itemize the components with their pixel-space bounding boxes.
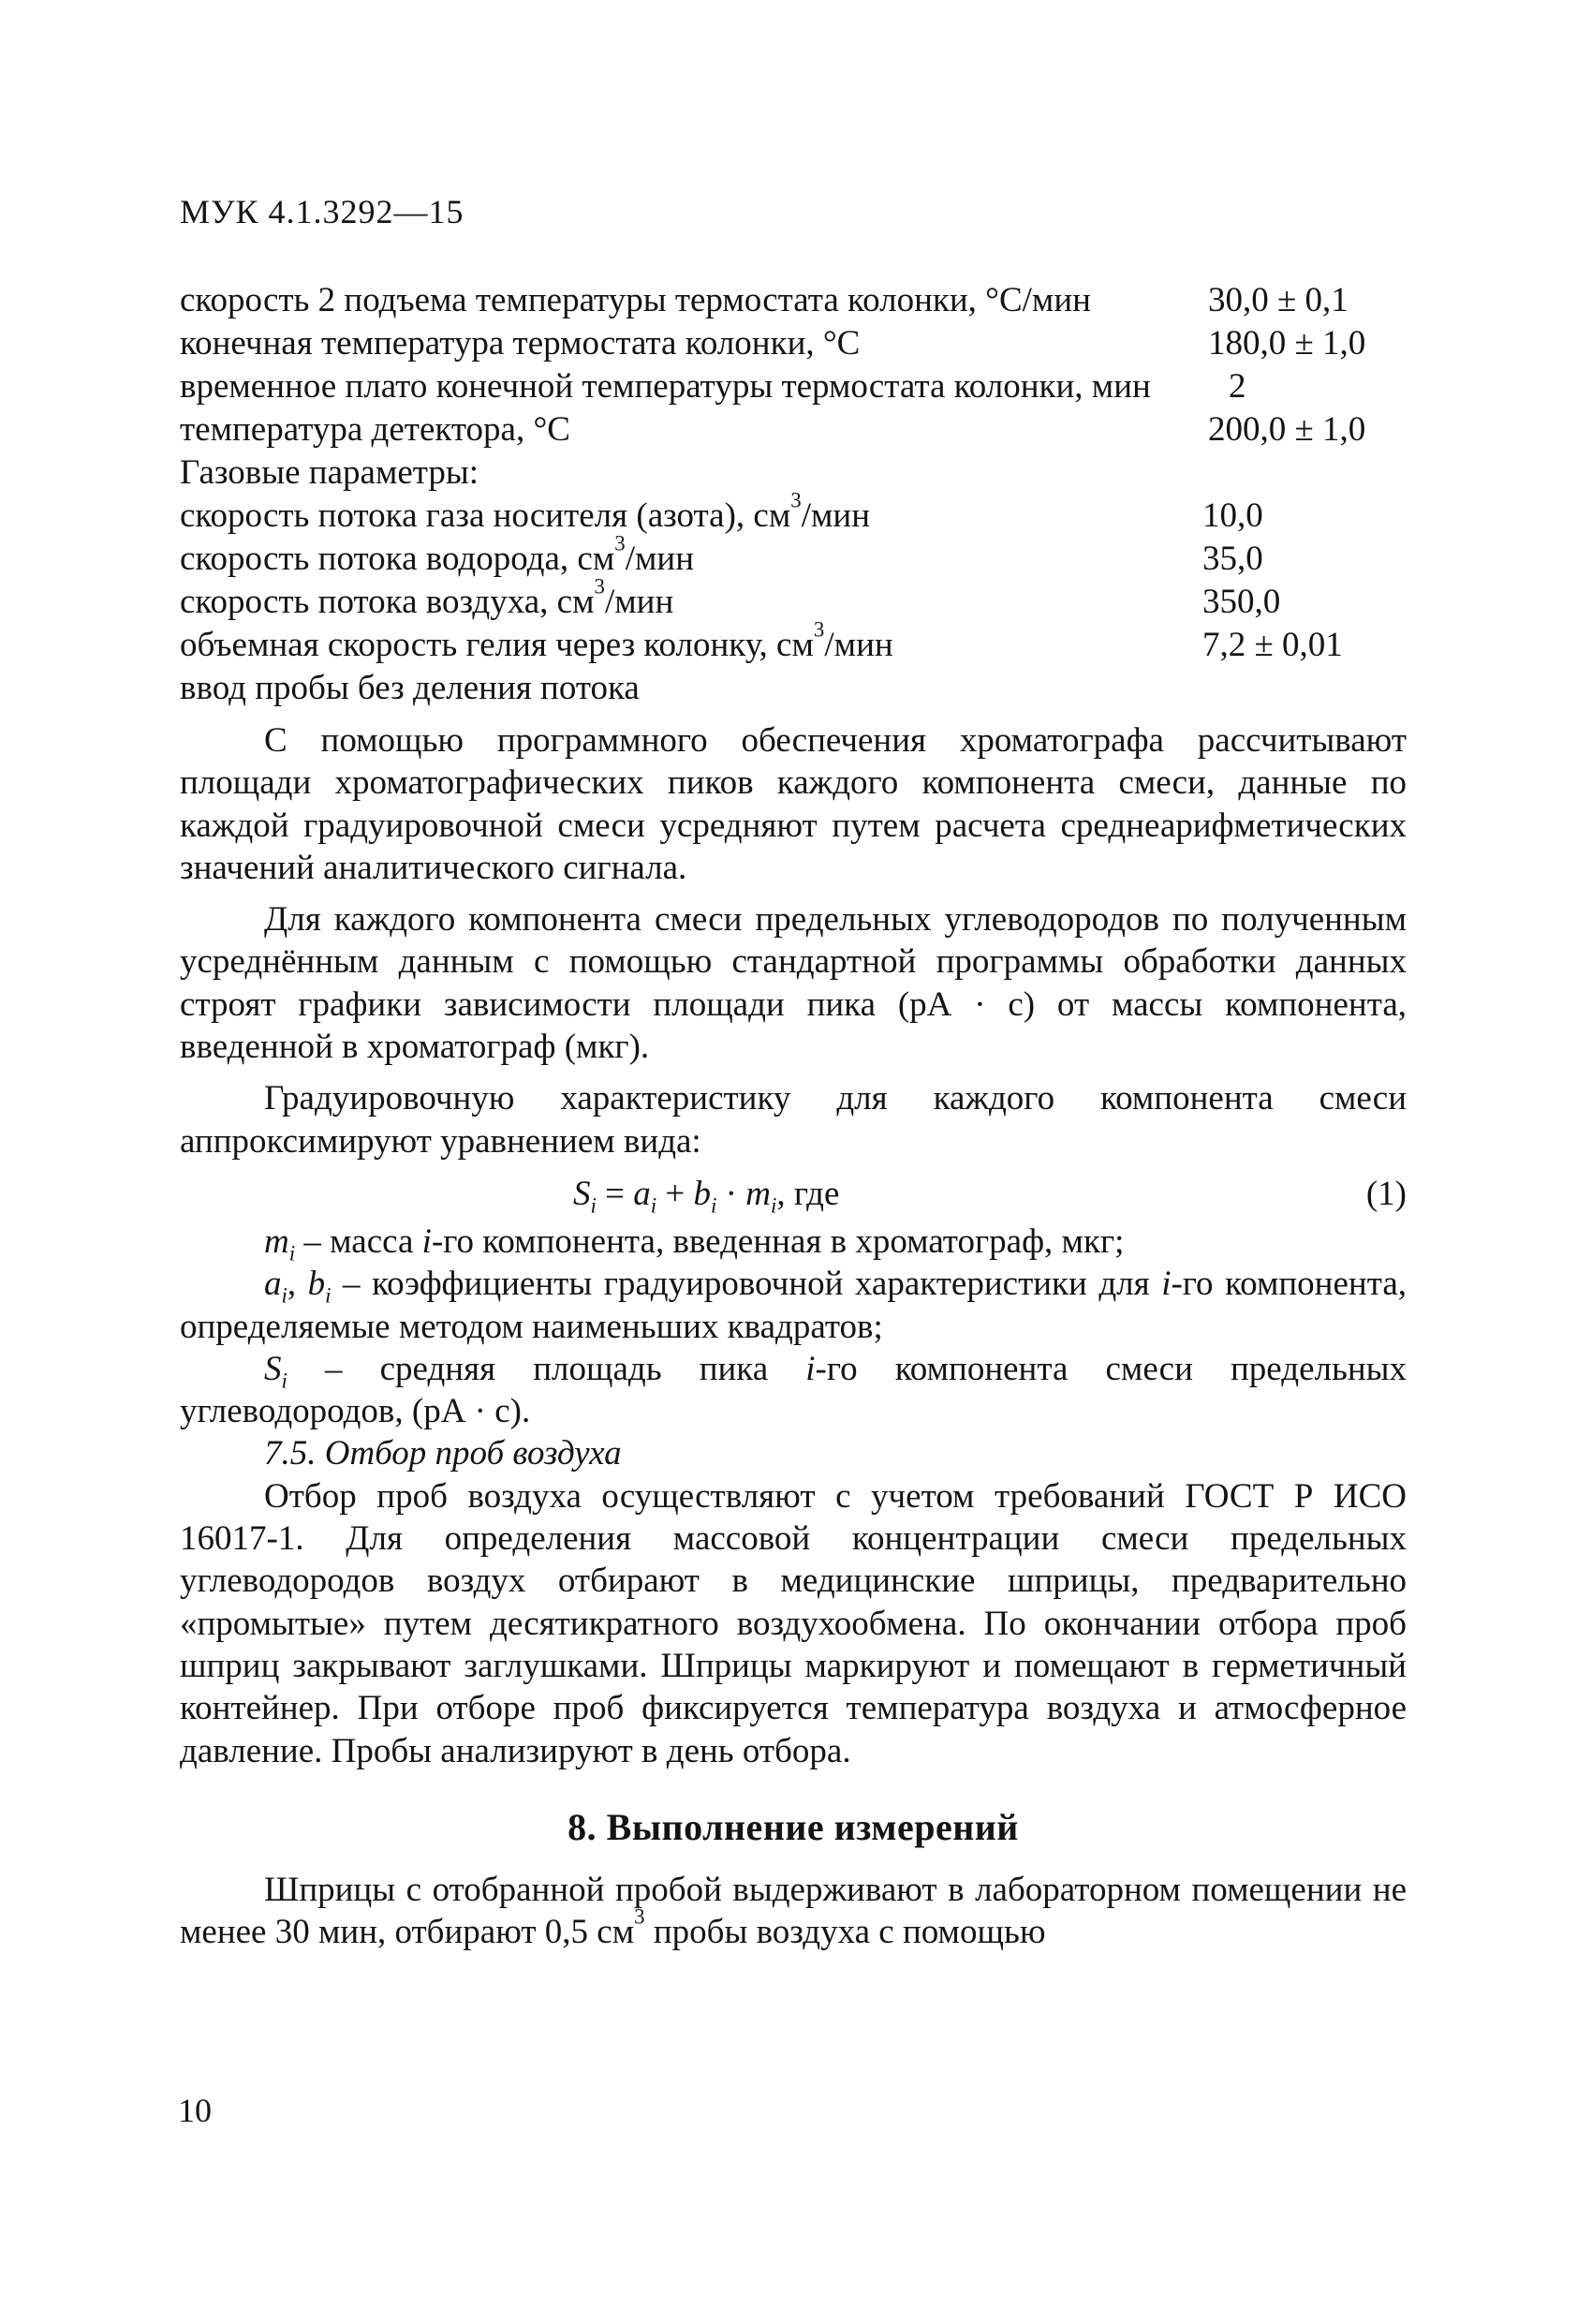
param-value: 2	[1229, 367, 1246, 406]
param-label: температура детектора, °С	[180, 410, 570, 449]
equation-1	[180, 1168, 1407, 1221]
param-value: 10,0	[1202, 496, 1263, 535]
param-value: 35,0	[1202, 540, 1263, 578]
paragraph: С помощью программного обеспечения хроматографа рассчитывают площади хроматографических пиков каждого компонента смеси, данные по каждой градуировочной смеси усредняют путем расчета среднеарифметических значений аналитического сигнала.	[180, 721, 1407, 887]
equation-expression: $S_i = a_i + b_i \cdot m_i$, где	[573, 1174, 840, 1218]
param-value: 7,2 ± 0,01	[1202, 626, 1343, 664]
param-label: конечная температура термостата колонки, °С	[180, 324, 861, 363]
param-label: скорость потока газа носителя (азота), $см^3$/мин	[180, 488, 871, 535]
param-row	[180, 365, 1407, 408]
param-label: ввод пробы без деления потока	[180, 669, 640, 707]
definition-ab: $a_i$, $b_i$ – коэффициенты градуировочной характеристики для i-го компонента, определяемые методом наименьших квадратов;	[180, 1265, 1407, 1346]
param-value: 200,0 ± 1,0	[1208, 410, 1366, 449]
document-header: МУК 4.1.3292—15	[180, 193, 464, 230]
equation-number: (1)	[1365, 1174, 1407, 1213]
param-value: 350,0	[1202, 583, 1281, 621]
paragraph: Градуировочную характеристику для каждого компонента смеси аппроксимируют уравнением вида:	[180, 1079, 1407, 1161]
param-label: скорость потока водорода, $см^3$/мин	[180, 531, 694, 578]
section-title: 8. Выполнение измерений	[568, 1805, 1019, 1848]
subsection-title: 7.5. Отбор проб воздуха	[264, 1434, 622, 1473]
param-label: временное плато конечной температуры термостата колонки, мин	[180, 367, 1151, 406]
param-row	[180, 488, 1407, 538]
definition-s: $S_i$ – средняя площадь пика i-го компонента смеси предельных углеводородов, (рА · с).	[180, 1349, 1407, 1431]
param-row	[180, 667, 1407, 710]
param-row	[180, 617, 1407, 667]
body-text	[180, 719, 1407, 1954]
param-label: объемная скорость гелия через колонку, $см^3$/мин	[180, 617, 893, 664]
paragraph: Шприцы с отобранной пробой выдерживают в лабораторном помещении не менее 30 мин, отбирают 0,5 $см^3$ пробы воздуха с помощью	[180, 1871, 1407, 1952]
param-row	[180, 322, 1407, 365]
paragraph: Отбор проб воздуха осуществляют с учетом требований ГОСТ Р ИСО 16017-1. Для определения массовой концентрации смеси предельных углеводородов воздух отбирают в медицинские шприцы, предварительно «промытые» путем десятикратного воздухообмена. По окончании отбора проб шприц закрывают заглушками. Шприцы маркируют и помещают в герметичный контейнер. При отборе проб фиксируется температура воздуха и атмосферное давление. Пробы анализируют в день отбора.	[180, 1476, 1407, 1770]
paragraph: Для каждого компонента смеси предельных углеводородов по полученным усреднённым данным с помощью стандартной программы обработки данных строят графики зависимости площади пика (рА · с) от массы компонента, введенной в хроматограф (мкг).	[180, 900, 1407, 1067]
param-label: Газовые параметры:	[180, 453, 479, 492]
param-row	[180, 279, 1407, 322]
param-label: скорость потока воздуха, $см^3$/мин	[180, 574, 674, 621]
parameter-list	[180, 279, 1407, 710]
definition-m: $m_i$ – масса i-го компонента, введенная в хроматограф, мкг;	[264, 1221, 1125, 1266]
param-row	[180, 531, 1407, 581]
param-value: 30,0 ± 0,1	[1208, 281, 1349, 319]
page-number: 10	[178, 2092, 212, 2129]
param-value: 180,0 ± 1,0	[1208, 324, 1366, 363]
param-row	[180, 408, 1407, 451]
param-label: скорость 2 подъема температуры термостата колонки, °С/мин	[180, 281, 1091, 319]
param-row	[180, 574, 1407, 624]
